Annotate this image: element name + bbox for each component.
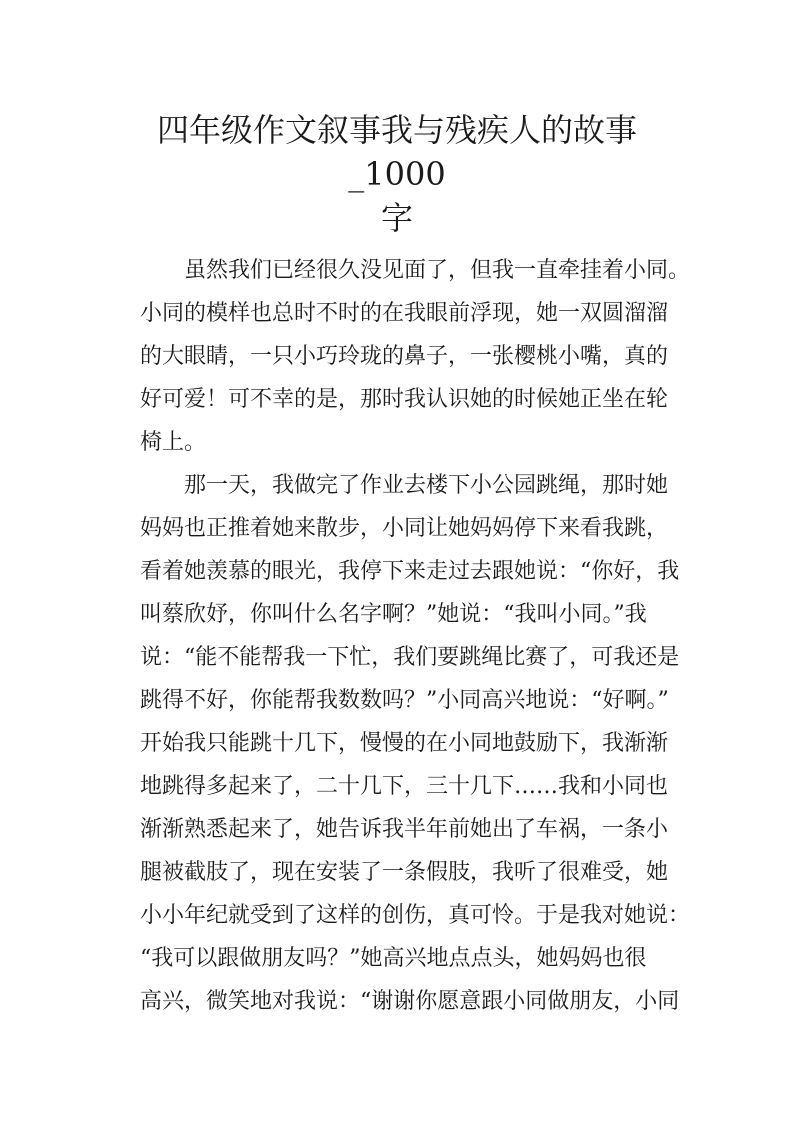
paragraph-2-line-5: 说：“能不能帮我一下忙，我们要跳绳比赛了，可我还是 [140,645,680,670]
paragraph-2-line-10: 腿被截肢了，现在安装了一条假肢，我听了很难受，她 [140,860,669,885]
paragraph-2-line-11: 小小年纪就受到了这样的创伤，真可怜。于是我对她说： [140,903,691,928]
paragraph-2-line-2: 妈妈也正推着她来散步，小同让她妈妈停下来看我跳， [140,516,669,541]
paragraph-2-line-13: 高兴，微笑地对我说：“谢谢你愿意跟小同做朋友，小同 [140,989,680,1014]
title-line-2: 字 [380,199,413,237]
paragraph-2-line-12: “我可以跟做朋友吗？”她高兴地点点头，她妈妈也很 [140,946,647,971]
paragraph-2-line-4: 叫蔡欣妤，你叫什么名字啊？”她说：“我叫小同。”我 [140,602,647,627]
paragraph-2-line-6: 跳得不好，你能帮我数数吗？”小同高兴地说：“好啊。” [140,688,669,713]
paragraph-1-line-3: 的大眼睛，一只小巧玲珑的鼻子，一张樱桃小嘴，真的 [140,344,669,369]
paragraph-2-line-3: 看着她羡慕的眼光，我停下来走过去跟她说：“你好，我 [140,559,680,584]
paragraph-2-line-7: 开始我只能跳十几下，慢慢的在小同地鼓励下，我渐渐 [140,731,669,756]
paragraph-2-line-8: 地跳得多起来了，二十几下，三十几下……我和小同也 [140,774,669,799]
paragraph-1-line-5: 椅上。 [140,430,207,455]
paragraph-2-line-1: 那一天，我做完了作业去楼下小公园跳绳，那时她 [184,473,669,498]
document-title [120,108,674,240]
document-body [140,249,691,1023]
paragraph-2-line-9: 渐渐熟悉起来了，她告诉我半年前她出了车祸，一条小 [140,817,669,842]
paragraph-1-line-1: 虽然我们已经很久没见面了，但我一直牵挂着小同。 [184,258,691,283]
paragraph-1-line-4: 好可爱！可不幸的是，那时我认识她的时候她正坐在轮 [140,387,669,412]
paragraph-1-line-2: 小同的模样也总时不时的在我眼前浮现，她一双圆溜溜 [140,301,669,326]
title-line-1: 四年级作文叙事我与残疾人的故事_1000 [156,111,637,193]
